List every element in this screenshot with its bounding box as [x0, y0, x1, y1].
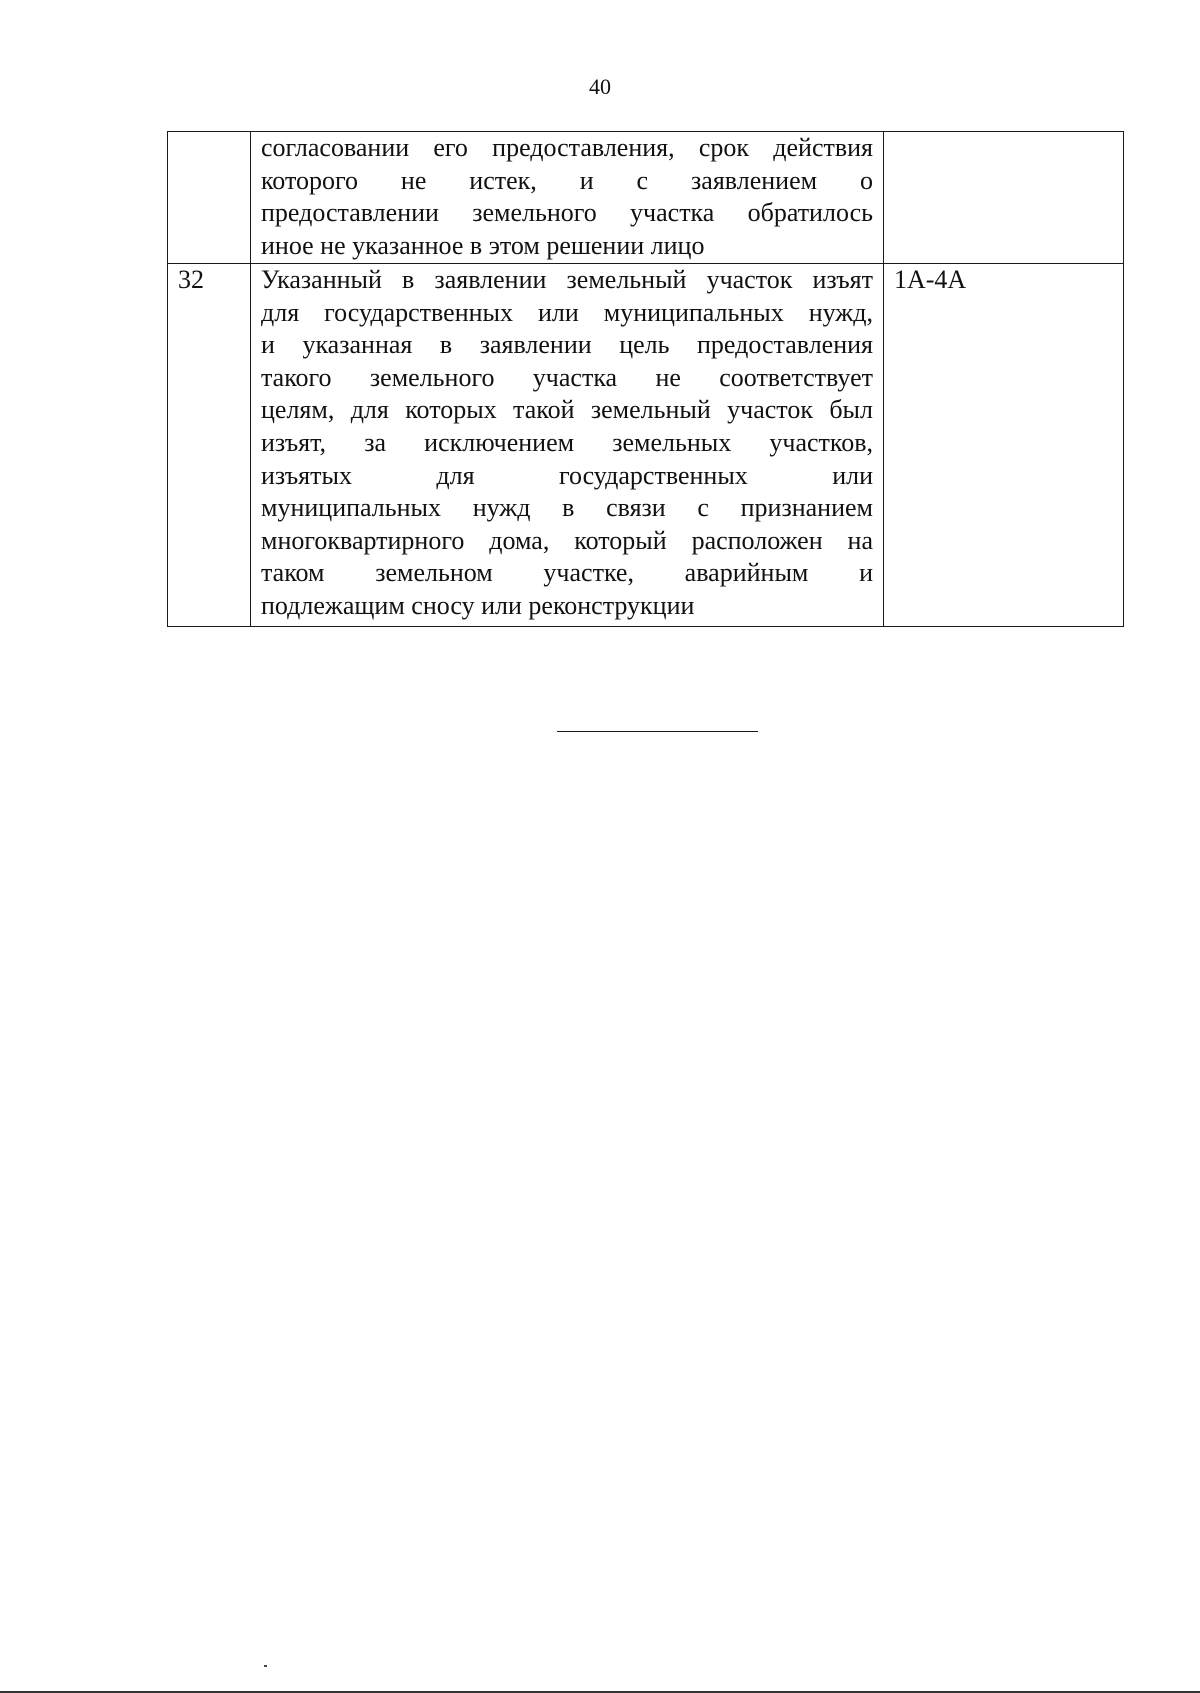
row-text-cell — [251, 132, 884, 264]
text-line: предоставлении земельного участка обратилось — [261, 198, 873, 228]
text-line: многоквартирного дома, который расположен на — [261, 525, 873, 555]
text-line: иное не указанное в этом решении лицо — [261, 230, 705, 260]
text-line: изъят, за исключением земельных участков, — [261, 427, 873, 457]
row-number-cell — [168, 132, 251, 264]
row-code-cell: 1А-4А — [884, 264, 1124, 627]
text-line: такого земельного участка не соответствует — [261, 362, 873, 392]
text-line: Указанный в заявлении земельный участок изъят — [261, 265, 873, 294]
text-line: изъятых для государственных или — [261, 460, 873, 490]
text-line: согласовании его предоставления, срок действия — [261, 133, 873, 162]
row-code-cell — [884, 132, 1124, 264]
table-row — [168, 132, 1124, 264]
row-text-cell — [251, 264, 884, 627]
text-line: для государственных или муниципальных нужд, — [261, 297, 873, 327]
table-row — [168, 264, 1124, 627]
scan-speck — [264, 1665, 267, 1667]
text-line: и указанная в заявлении цель предоставления — [261, 330, 873, 360]
end-separator-line — [557, 731, 758, 732]
row-number-cell: 32 — [168, 264, 251, 627]
page-number: 40 — [589, 74, 611, 99]
text-line: которого не истек, и с заявлением о — [261, 165, 873, 195]
text-line: таком земельном участке, аварийным и — [261, 558, 873, 588]
requirements-table — [167, 131, 1124, 627]
text-line: целям, для которых такой земельный участок был — [261, 395, 873, 425]
text-line: муниципальных нужд в связи с признанием — [261, 493, 873, 523]
text-line: подлежащим сносу или реконструкции — [261, 590, 695, 620]
